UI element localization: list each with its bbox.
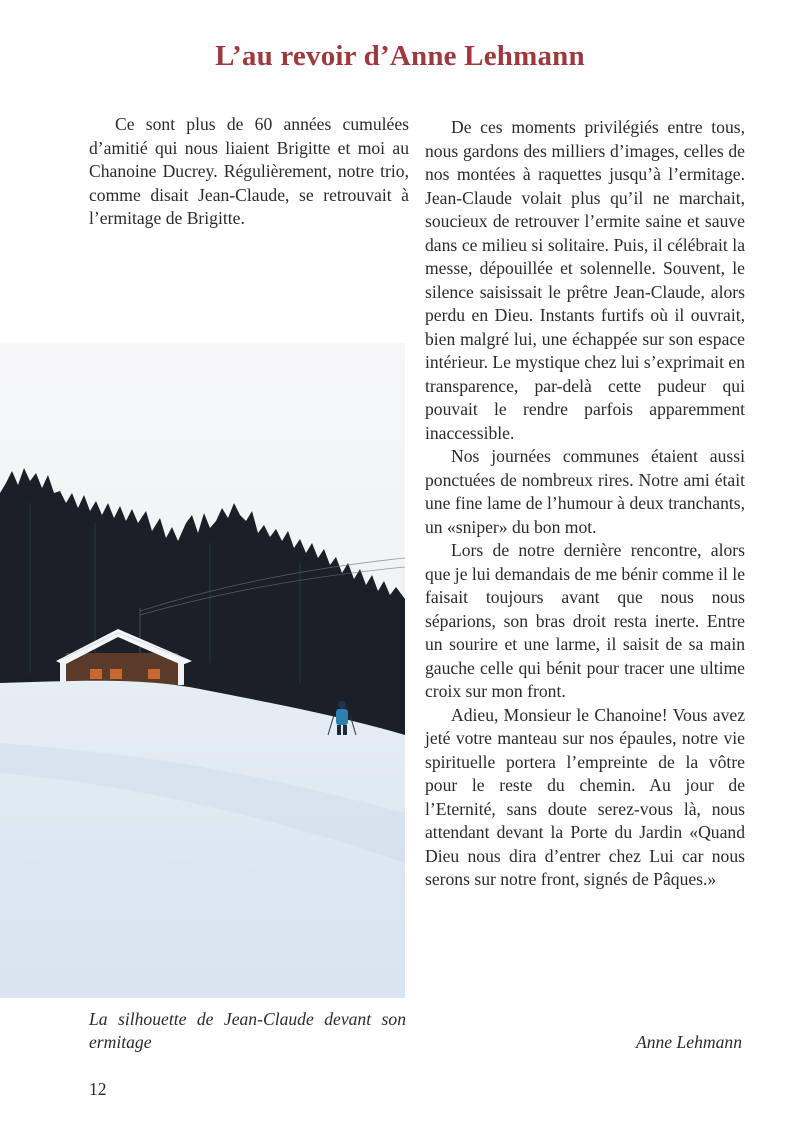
paragraph-right-4: Adieu, Monsieur le Chanoine! Vous avez jeté votre manteau sur nos épaules, notre vie spirituelle portera l’empreinte de la vôtre pour le reste du chemin. Au jour de l’Eternité, sans doute serez-vous là, nous attendant devant la Porte du Jardin «Quand Dieu nous dira d’entrer chez Lui car nous serons sur notre front, signés de Pâques.» [425, 704, 745, 889]
right-column [425, 116, 745, 892]
hermitage-photo [0, 343, 405, 998]
paragraph-right-3: Lors de notre dernière rencontre, alors que je lui demandais de me bénir comme il le faisait toujours avant que nous nous séparions, son bras droit resta inerte. Entre un sourire et une larme, il saisit de sa main gauche celle qui bénit pour tracer une ultime croix sur mon front. [425, 540, 746, 701]
photo-caption: La silhouette de Jean-Claude devant son ermitage [89, 1009, 406, 1052]
article-title: L’au revoir d’Anne Lehmann [215, 40, 585, 72]
page-number: 12 [89, 1079, 107, 1099]
paragraph-left-1: Ce sont plus de 60 années cumulées d’amitié qui nous liaient Brigitte et moi au Chanoine Ducrey. Régulièrement, notre trio, comme disait Jean-Claude, se retrouvait à l’ermitage de Brigitte. [89, 114, 409, 228]
left-column [89, 113, 409, 231]
paragraph-right-1: De ces moments privilégiés entre tous, nous gardons des milliers d’images, celles de nos montées à raquettes jusqu’à l’ermitage. Jean-Claude volait plus qu’il ne marchait, soucieux de retrouver l’ermite saine et sauve dans ce milieu si solitaire. Puis, il célébrait la messe, dépouillée et solennelle. Souvent, le silence saisissait le prêtre Jean-Claude, alors perdu en Dieu. Instants furtifs où il ouvrait, bien malgré lui, une échappée sur son espace intérieur. Le mystique chez lui s’exprimait en transparence, par-delà cette pudeur qui pouvait le rendre parfois apparemment inaccessible. [425, 117, 746, 443]
author-signature: Anne Lehmann [635, 1032, 742, 1052]
paragraph-right-2: Nos journées communes étaient aussi ponctuées de nombreux rires. Notre ami était une fine lame de l’humour à deux tranchants, un «sniper» du bon mot. [425, 446, 745, 537]
snow-landscape-illustration [0, 343, 405, 998]
